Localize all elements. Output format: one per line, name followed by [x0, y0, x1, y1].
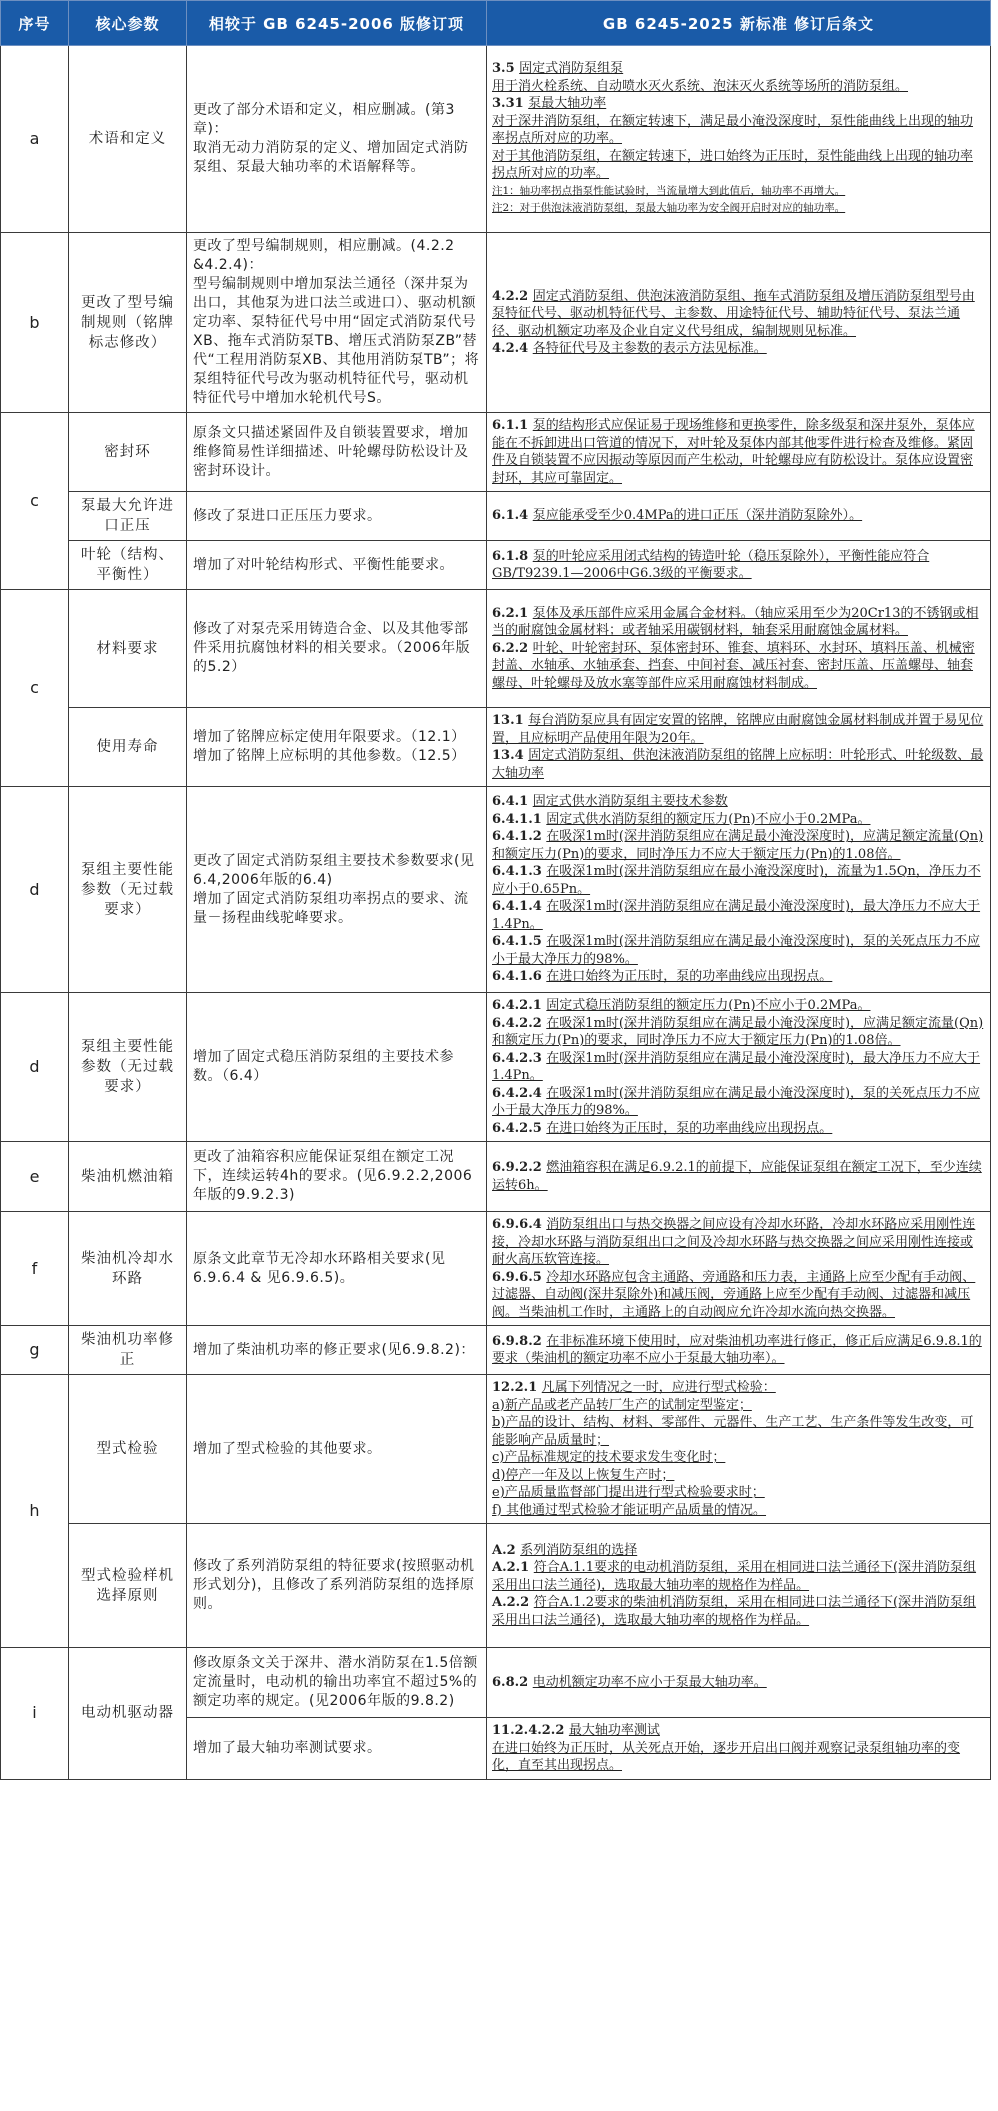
std-clause: 4.2.4 各特征代号及主参数的表示方法见标准。 — [492, 341, 767, 356]
change-line: 修改原条文关于深井、潜水消防泵在1.5倍额定流量时，电动机的输出功率宜不超过5%的额定功率的规定。(见2006年版的9.8.2) — [193, 1655, 478, 1709]
cell-param: 柴油机功率修正 — [69, 1326, 187, 1375]
cell-seq: e — [1, 1142, 69, 1212]
cell-change — [187, 46, 487, 233]
std-clause: 6.4.2.1 固定式稳压消防泵组的额定压力(Pn)不应小于0.2MPa。 — [492, 998, 871, 1013]
change-line: 增加了型式检验的其他要求。 — [193, 1440, 382, 1457]
change-line: 增加了铭牌上应标明的其他参数。（12.5） — [193, 748, 466, 764]
change-line: 型号编制规则中增加泵法兰通径（深井泵为出口，其他泵为进口法兰或进口）、驱动机额定功率、泵特征代号中用“固定式消防泵代号XB、拖车式消防泵TB、增压式消防泵ZB”替代“工程用消防泵XB、其他用消防泵TB”；将泵组特征代号改为驱动机特征代号，驱动机特征代号中增加水轮机代号S。 — [193, 276, 480, 406]
cell-change — [187, 1718, 487, 1780]
cell-std — [487, 1375, 991, 1524]
std-clause: 6.4.2.2 在吸深1m时(深井消防泵组应在满足最小淹没深度时)，应满足额定流量(Qn)和额定压力(Pn)的要求，同时净压力不应大于额定压力(Pn)的1.08倍。 — [492, 1015, 984, 1048]
table-row — [1, 233, 991, 413]
table-row — [1, 413, 991, 492]
cell-change — [187, 1212, 487, 1326]
std-clause: 对于其他消防泵组，在额定转速下，进口始终为正压时，泵性能曲线上出现的轴功率拐点所对应的功率。 — [492, 148, 974, 182]
cell-param: 电动机驱动器 — [69, 1648, 187, 1780]
cell-param: 更改了型号编制规则（铭牌标志修改） — [69, 233, 187, 413]
std-clause: 6.9.8.2 在非标准环境下使用时，应对柴油机功率进行修正，修正后应满足6.9.8.1的要求（柴油机的额定功率不应小于泵最大轴功率）。 — [492, 1333, 982, 1366]
std-clause: 6.4.2.4 在吸深1m时(深井消防泵组应在满足最小淹没深度时)，泵的关死点压力不应小于最大净压力的98%。 — [492, 1085, 981, 1118]
std-clause: f) 其他通过型式检验才能证明产品质量的情况。 — [492, 1502, 767, 1518]
std-clause: 11.2.4.2.2 最大轴功率测试 — [492, 1723, 660, 1738]
change-line: 增加了柴油机功率的修正要求(见6.9.8.2)： — [193, 1341, 475, 1358]
change-line: 增加了铭牌应标定使用年限要求。（12.1） — [193, 729, 466, 745]
cell-seq: c — [1, 413, 69, 590]
std-clause: e)产品质量监督部门提出进行型式检验要求时； — [492, 1485, 765, 1500]
change-line: 增加了固定式稳压消防泵组的主要技术参数。（6.4） — [193, 1049, 454, 1084]
table-row — [1, 1212, 991, 1326]
std-clause: 13.1 每台消防泵应具有固定安置的铭牌，铭牌应由耐腐蚀金属材料制成并置于易见位置，且应标明产品使用年限为20年。 — [492, 713, 984, 746]
std-clause: 注2：对于供泡沫液消防泵组，泵最大轴功率为安全阀开启时对应的轴功率。 — [492, 202, 846, 215]
cell-change — [187, 590, 487, 708]
cell-change — [187, 413, 487, 492]
std-clause: 6.1.4 泵应能承受至少0.4MPa的进口正压（深井消防泵除外）。 — [492, 508, 863, 524]
cell-param: 泵组主要性能参数（无过载要求） — [69, 787, 187, 993]
cell-std — [487, 1718, 991, 1780]
cell-param: 泵最大允许进口正压 — [69, 492, 187, 541]
std-clause: 6.9.6.5 冷却水环路应包含主通路、旁通路和压力表，主通路上应至少配有手动阀、过滤器、自动阀(深井泵除外)和减压阀，旁通路上应至少配有手动阀、过滤器和减压阀。当柴油机工作时，主通路上的自动阀应允许冷却水流向热交换器。 — [492, 1269, 976, 1320]
cell-seq: d — [1, 787, 69, 993]
std-clause: 13.4 固定式消防泵组、供泡沫液消防泵组的铭牌上应标明：叶轮形式、叶轮级数、最大轴功率 — [492, 748, 984, 781]
cell-std — [487, 46, 991, 233]
cell-change — [187, 492, 487, 541]
cell-seq: a — [1, 46, 69, 233]
change-line: 增加了最大轴功率测试要求。 — [193, 1739, 382, 1756]
cell-std — [487, 541, 991, 590]
header-std: GB 6245-2025 新标准 修订后条文 — [487, 1, 991, 46]
std-clause: 在进口始终为正压时，从关死点开始，逐步开启出口阀并观察记录泵组轴功率的变化，直至其出现拐点。 — [492, 1740, 961, 1773]
cell-std — [487, 993, 991, 1142]
std-clause: 6.4.1.5 在吸深1m时(深井消防泵组应在满足最小淹没深度时)，泵的关死点压力不应小于最大净压力的98%。 — [492, 934, 981, 967]
table-row — [1, 1326, 991, 1375]
std-clause: A.2.2 符合A.1.2要求的柴油机消防泵组，采用在相同进口法兰通径下(深井消防泵组采用出口法兰通径)，选取最大轴功率的规格作为样品。 — [492, 1595, 977, 1628]
std-clause: d)停产一年及以上恢复生产时； — [492, 1467, 675, 1483]
std-clause: 6.2.1 泵体及承压部件应采用金属合金材料。（轴应采用至少为20Cr13的不锈钢或相当的耐腐蚀金属材料；或者轴采用碳钢材料，轴套采用耐腐蚀金属材料。 — [492, 605, 979, 639]
change-line: 修改了泵进口正压压力要求。 — [193, 507, 382, 524]
cell-seq: f — [1, 1212, 69, 1326]
change-line: 增加了对叶轮结构形式、平衡性能要求。 — [193, 556, 454, 573]
cell-std — [487, 413, 991, 492]
cell-std — [487, 492, 991, 541]
change-line: 原条文此章节无冷却水环路相关要求(见6.9.6.4 & 见6.9.6.5)。 — [193, 1250, 446, 1286]
cell-param: 型式检验 — [69, 1375, 187, 1524]
cell-param: 使用寿命 — [69, 708, 187, 787]
change-line: 更改了型号编制规则，相应删减。(4.2.2 &4.2.4)： — [193, 238, 455, 273]
std-clause: A.2.1 符合A.1.1要求的电动机消防泵组，采用在相同进口法兰通径下(深井消防泵组采用出口法兰通径)，选取最大轴功率的规格作为样品。 — [492, 1560, 977, 1593]
header-param: 核心参数 — [69, 1, 187, 46]
std-clause: 3.31 泵最大轴功率 — [492, 96, 607, 112]
std-clause: 6.4.2.3 在吸深1m时(深井消防泵组应在满足最小淹没深度时)，最大净压力不应大于1.4Pn。 — [492, 1050, 981, 1083]
header-row — [1, 1, 991, 46]
cell-param: 叶轮（结构、平衡性） — [69, 541, 187, 590]
std-clause: 6.4.2.5 在进口始终为正压时，泵的功率曲线应出现拐点。 — [492, 1120, 833, 1136]
cell-change — [187, 1142, 487, 1212]
cell-seq: c — [1, 590, 69, 787]
cell-std — [487, 1142, 991, 1212]
std-clause: 对于深井消防泵组，在额定转速下，满足最小淹没深度时，泵性能曲线上出现的轴功率拐点所对应的功率。 — [492, 113, 974, 147]
std-clause: 6.2.2 叶轮、叶轮密封环、泵体密封环、锥套、填料环、水封环、填料压盖、机械密封盖、水轴承、水轴承套、挡套、中间衬套、减压衬套、密封压盖、压盖螺母、轴套螺母、叶轮螺母及放水塞等部件应采用耐腐蚀材料制成。 — [492, 640, 975, 691]
cell-change — [187, 993, 487, 1142]
cell-change — [187, 1326, 487, 1375]
cell-std — [487, 787, 991, 993]
cell-std — [487, 1212, 991, 1326]
change-line: 取消无动力消防泵的定义、增加固定式消防泵组、泵最大轴功率的术语解释等。 — [193, 140, 469, 175]
table-row — [1, 590, 991, 708]
cell-param: 泵组主要性能参数（无过载要求） — [69, 993, 187, 1142]
std-clause: 6.8.2 电动机额定功率不应小于泵最大轴功率。 — [492, 1674, 767, 1690]
change-line: 增加了固定式消防泵组功率拐点的要求、流量－扬程曲线驼峰要求。 — [193, 890, 469, 926]
cell-seq: i — [1, 1648, 69, 1780]
cell-param: 柴油机燃油箱 — [69, 1142, 187, 1212]
cell-change — [187, 541, 487, 590]
table-row — [1, 492, 991, 541]
table-row — [1, 1648, 991, 1718]
std-clause: A.2 系列消防泵组的选择 — [492, 1542, 638, 1558]
cell-change — [187, 787, 487, 993]
std-clause: 3.5 固定式消防泵组泵 — [492, 61, 624, 77]
change-line: 更改了油箱容积应能保证泵组在额定工况下，连续运转4h的要求。(见6.9.2.2,2006年版的9.9.2.3) — [193, 1149, 473, 1203]
change-line: 更改了部分术语和定义，相应删减。(第3章)： — [193, 102, 455, 137]
table-row — [1, 1375, 991, 1524]
change-line: 修改了对泵壳采用铸造合金、以及其他零部件采用抗腐蚀材料的相关要求。（2006年版的5.2） — [193, 621, 471, 675]
cell-param: 型式检验样机选择原则 — [69, 1524, 187, 1648]
std-clause: 6.1.8 泵的叶轮应采用闭式结构的铸造叶轮（稳压泵除外），平衡性能应符合GB/T9239.1—2006中G6.3级的平衡要求。 — [492, 548, 930, 581]
cell-seq: d — [1, 993, 69, 1142]
cell-std — [487, 1524, 991, 1648]
table-row — [1, 1524, 991, 1648]
cell-std — [487, 708, 991, 787]
cell-change — [187, 233, 487, 413]
std-clause: b)产品的设计、结构、材料、零部件、元器件、生产工艺、生产条件等发生改变，可能影响产品质量时； — [492, 1415, 974, 1448]
cell-std — [487, 233, 991, 413]
std-clause: 注1：轴功率拐点指泵性能试验时，当流量增大到此值后，轴功率不再增大。 — [492, 184, 846, 197]
std-clause: 6.4.1 固定式供水消防泵组主要技术参数 — [492, 794, 728, 810]
std-clause: 6.9.2.2 燃油箱容积在满足6.9.2.1的前提下，应能保证泵组在额定工况下，至少连续运转6h。 — [492, 1160, 982, 1193]
table-row — [1, 993, 991, 1142]
change-line: 修改了系列消防泵组的特征要求(按照驱动机形式划分)，且修改了系列消防泵组的选择原则。 — [193, 1558, 475, 1612]
std-clause: 用于消火栓系统、自动喷水灭火系统、泡沫灭火系统等场所的消防泵组。 — [492, 78, 909, 94]
table-row — [1, 708, 991, 787]
std-clause: 6.4.1.4 在吸深1m时(深井消防泵组应在满足最小淹没深度时)，最大净压力不应大于1.4Pn。 — [492, 899, 981, 932]
std-clause: 6.1.1 泵的结构形式应保证易于现场维修和更换零件，除多级泵和深井泵外，泵体应能在不拆卸进出口管道的情况下，对叶轮及泵体内部其他零件进行检查及维修。紧固件及自锁装置不应因振动等原因而产生松动，叶轮螺母应有防松设计。泵体应设置密封环，其应可靠固定。 — [492, 418, 975, 486]
change-line: 原条文只描述紧固件及自锁装置要求，增加维修简易性详细描述、叶轮螺母防松设计及密封环设计。 — [193, 424, 469, 479]
cell-param: 术语和定义 — [69, 46, 187, 233]
cell-param: 密封环 — [69, 413, 187, 492]
cell-param: 柴油机冷却水环路 — [69, 1212, 187, 1326]
std-clause: 6.9.6.4 消防泵组出口与热交换器之间应设有冷却水环路，冷却水环路应采用刚性连接，冷却水环路与消防泵组出口之间及冷却水环路与热交换器之间应采用刚性连接或耐火高压软管连接。 — [492, 1217, 976, 1267]
std-clause: 6.4.1.2 在吸深1m时(深井消防泵组应在满足最小淹没深度时)，应满足额定流量(Qn)和额定压力(Pn)的要求，同时净压力不应大于额定压力(Pn)的1.08倍。 — [492, 829, 984, 862]
std-clause: 12.2.1 凡属下列情况之一时，应进行型式检验： — [492, 1380, 776, 1395]
table-row — [1, 46, 991, 233]
std-clause: c)产品标准规定的技术要求发生变化时； — [492, 1450, 726, 1465]
std-clause: 6.4.1.3 在吸深1m时(深井消防泵组应在最小淹没深度时)，流量为1.5Qn，净压力不应小于0.65Pn。 — [492, 864, 981, 897]
std-clause: 4.2.2 固定式消防泵组、供泡沫液消防泵组、拖车式消防泵组及增压消防泵组型号由泵特征代号、驱动机特征代号、主参数、用途特征代号、辅助特征代号、泵法兰通径、驱动机额定功率及企业自定义代号组成，编制规则见标准。 — [492, 288, 975, 339]
cell-change — [187, 708, 487, 787]
cell-seq: g — [1, 1326, 69, 1375]
table-row — [1, 1142, 991, 1212]
cell-param: 材料要求 — [69, 590, 187, 708]
cell-std — [487, 1326, 991, 1375]
cell-change — [187, 1524, 487, 1648]
table-row — [1, 541, 991, 590]
cell-change — [187, 1375, 487, 1524]
std-clause: 6.4.1.6 在进口始终为正压时，泵的功率曲线应出现拐点。 — [492, 969, 833, 985]
header-change: 相较于 GB 6245-2006 版修订项 — [187, 1, 487, 46]
cell-seq: b — [1, 233, 69, 413]
std-clause: 6.4.1.1 固定式供水消防泵组的额定压力(Pn)不应小于0.2MPa。 — [492, 811, 871, 827]
cell-std — [487, 590, 991, 708]
cell-change — [187, 1648, 487, 1718]
change-line: 更改了固定式消防泵组主要技术参数要求(见6.4,2006年版的6.4) — [193, 852, 475, 888]
table-row — [1, 787, 991, 993]
header-seq: 序号 — [1, 1, 69, 46]
cell-std — [487, 1648, 991, 1718]
cell-seq: h — [1, 1375, 69, 1648]
std-clause: a)新产品或老产品转厂生产的试制定型鉴定； — [492, 1397, 752, 1413]
